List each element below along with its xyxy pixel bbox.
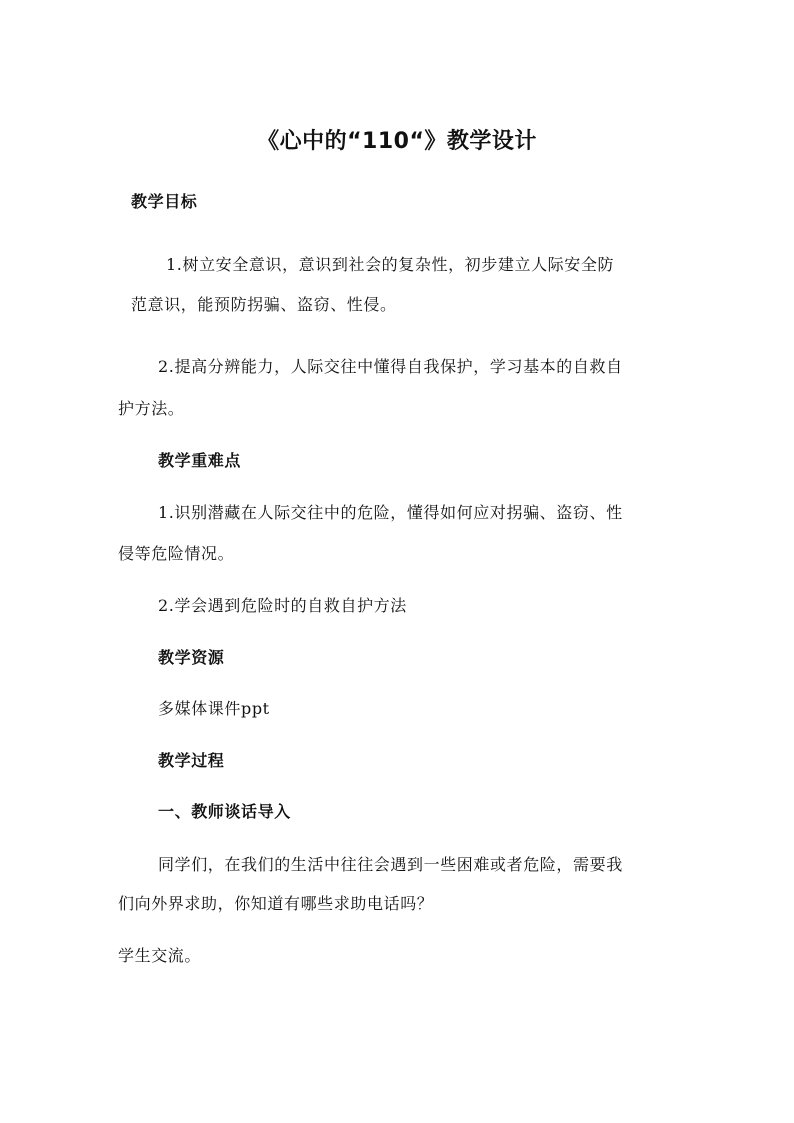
goals-heading: 教学目标 (131, 192, 198, 211)
step1-heading: 一、教师谈话导入 (158, 802, 291, 821)
key1-line1: 1.识别潜藏在人际交往中的危险，懂得如何应对拐骗、盗窃、性 (158, 503, 623, 522)
key-points-heading: 教学重难点 (158, 451, 242, 470)
key1-line2: 侵等危险情况。 (118, 544, 235, 563)
step1-line2: 们向外界求助，你知道有哪些求助电话吗？ (118, 894, 434, 913)
process-heading: 教学过程 (158, 751, 225, 770)
goal1-line2: 范意识，能预防拐骗、盗窃、性侵。 (131, 295, 397, 314)
resources-text: 多媒体课件ppt (158, 699, 270, 718)
document-title: 《心中的“110“》教学设计 (257, 129, 537, 154)
step1-line1: 同学们，在我们的生活中往往会遇到一些困难或者危险，需要我 (158, 855, 623, 874)
step1-line3: 学生交流。 (118, 946, 202, 965)
key2-line1: 2.学会遇到危险时的自救自护方法 (158, 596, 407, 615)
goal2-line1: 2.提高分辨能力，人际交往中懂得自我保护，学习基本的自救自 (158, 357, 623, 376)
goal1-line1: 1.树立安全意识，意识到社会的复杂性，初步建立人际安全防 (166, 255, 615, 274)
resources-heading: 教学资源 (158, 648, 225, 667)
goal2-line2: 护方法。 (118, 399, 185, 418)
